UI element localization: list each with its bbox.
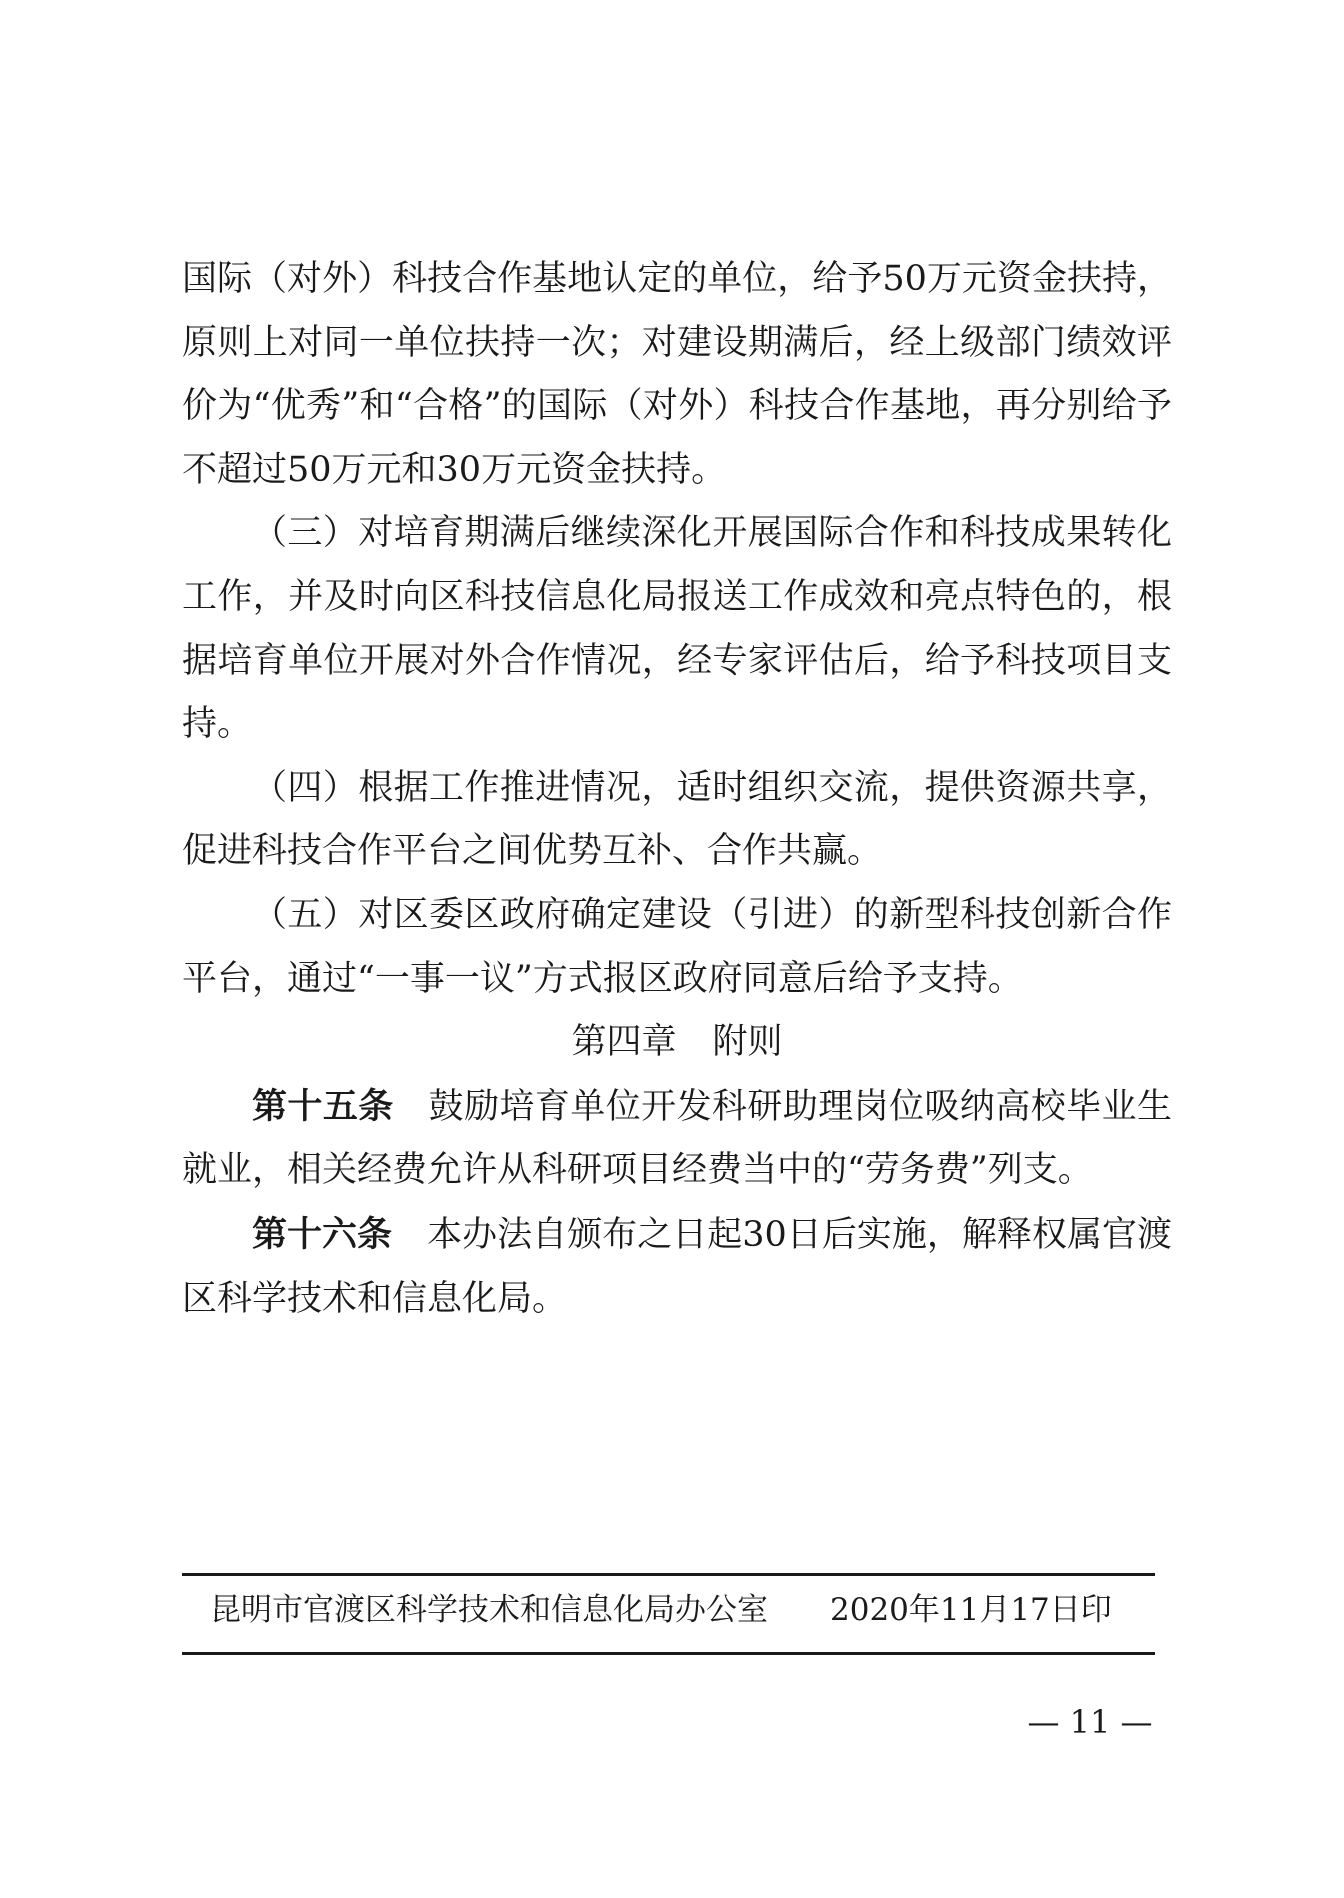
imprint-office: 昆明市官渡区科学技术和信息化局办公室 [210, 1592, 768, 1628]
article-text: 鼓励培育单位开发科研助理岗位吸纳高校毕业生就业，相关经费允许从科研项目经费当中的“劳务费”列支。 [182, 1086, 1172, 1191]
article-fifteen [182, 1075, 1172, 1203]
paragraph-item-four: （四）根据工作推进情况，适时组织交流，提供资源共享，促进科技合作平台之间优势互补、合作共赢。 [182, 767, 1172, 872]
chapter-title: 附则 [712, 1022, 783, 1063]
imprint-top-rule [182, 1573, 1155, 1576]
imprint-bottom-rule [182, 1652, 1155, 1655]
article-sixteen [182, 1203, 1172, 1331]
paragraph-funding-continuation: 国际（对外）科技合作基地认定的单位，给予50万元资金扶持，原则上对同一单位扶持一次；对建设期满后，经上级部门绩效评价为“优秀”和“合格”的国际（对外）科技合作基地，再分别给予不超过50万元和30万元资金扶持。 [182, 259, 1172, 490]
imprint-date: 2020年11月17日印 [830, 1592, 1112, 1628]
paragraph-item-five: （五）对区委区政府确定建设（引进）的新型科技创新合作平台，通过“一事一议”方式报区政府同意后给予支持。 [182, 894, 1172, 999]
article-text: 本办法自颁布之日起30日后实施，解释权属官渡区科学技术和信息化局。 [182, 1214, 1172, 1319]
imprint-line [210, 1588, 1130, 1632]
document-body [182, 248, 1172, 1331]
chapter-number: 第四章 [571, 1022, 677, 1063]
article-label: 第十六条 [252, 1213, 393, 1255]
page-number: — 11 — [1027, 1703, 1153, 1741]
paragraph-item-three: （三）对培育期满后继续深化开展国际合作和科技成果转化工作，并及时向区科技信息化局报送工作成效和亮点特色的，根据培育单位开展对外合作情况，经专家评估后，给予科技项目支持。 [182, 513, 1172, 745]
chapter-heading [182, 1011, 1172, 1075]
article-label: 第十五条 [252, 1085, 394, 1127]
